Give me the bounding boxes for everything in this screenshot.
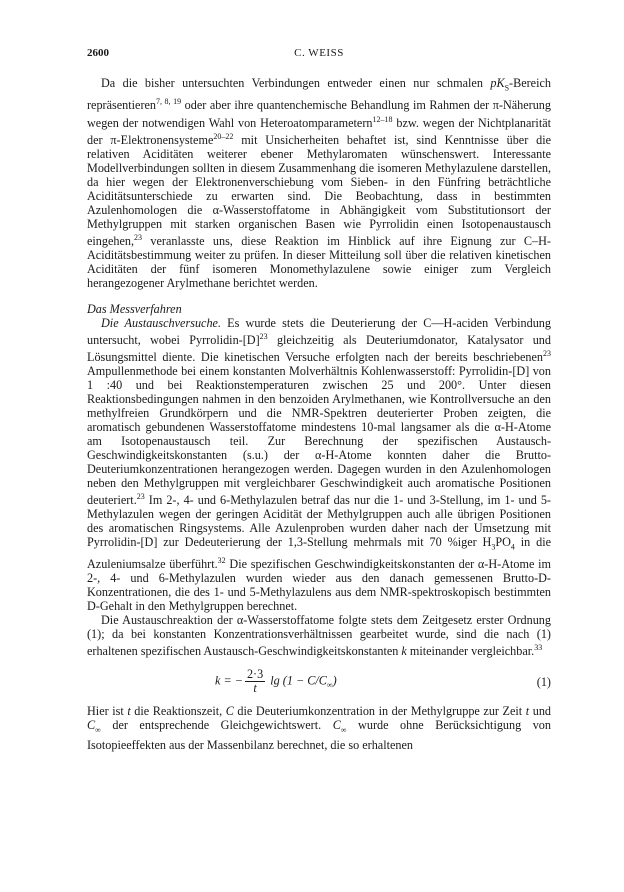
equation-1 [87, 662, 551, 702]
citation: 12–18 [372, 114, 393, 124]
citation: 23 [134, 232, 143, 242]
definitions-paragraph: Hier ist t die Reaktionszeit, C die Deuteriumkonzentration in der Methylgruppe zur Zeit t und $C_\infty$ der entsprechende Gleichgewichtswert. $C_\infty$ wurde ohne Berücksichtigung von Isotopieeffekten aus der Massenbilanz berechnet, die so erhaltenen [87, 704, 552, 752]
methods-paragraph: Die Austauschversuche. Es wurde stets die Deuterierung der C—H-aciden Verbindung untersucht, wobei Pyrrolidin-$[D]^{23}$ gleichzeitig als Deuteriumdonator, Katalysator und Lösungsmittel diente. Die kinetischen Versuche erfolgten nach der bereits beschriebenen$^{23}$ Ampullenmethode bei einem konstanten Molverhältnis Kohlenwasserstoff: Pyrrolidin-[D] von 1 :40 und bei Reaktionstemperaturen zwischen 25 und 200°. Unter diesen Reaktionsbedingungen nahmen in den benzoiden Arylmethanen, wie Kontrollversuche an den methylfreien Grundkörpern und die NMR-Spektren deuterierter Proben zeigten, die aromatisch gebundenen Wasserstoffatome mindestens 10-mal langsamer als die α-H-Atome am Isotopenaustausch teil. Zur Berechnung der spezifischen Austausch-Geschwindigkeitskonstanten (s.u.) der α-H-Atome konnten daher die Brutto-Deuteriumkonzentrationen herangezogen werden. Dagegen wurden in den Azulenhomologen neben den Methylgruppen mit vergleichbarer Geschwindigkeit auch aromatische Positionen deuteriert.$^{23}$ Im 2-, 4- und 6-Methylazulen betraf das nur die 1- und 3-Stellung, im 1- und 5-Methylazulen wegen der geringen Acidität der Methylgruppen auch alle übrigen Positionen des aromatischen Ringsystems. Alle Azulenproben wurden daher nach der Umsetzung mit Pyrrolidin-[D] zur Dedeuterierung der 1,3-Stellung mehrmals mit 70 %iger $H_3PO_4$ in die Azuleniumsalze überführt.$^{32}$ Die spezifischen Geschwindigkeitskonstanten der α-H-Atome im 2-, 4- und 6-Methylazulen wurden wieder aus den danach gemessenen Brutto-D-Konzentrationen, die des 1- und 5-Methylazulens aus dem NMR-spektroskopisch bestimmten D-Gehalt in den Methylgruppen berechnet. [87, 315, 551, 614]
citation: 23 [543, 348, 551, 358]
page-header [87, 46, 551, 64]
citation: 7, 8, 19 [156, 97, 182, 107]
journal-page [87, 46, 551, 752]
section-heading: Das Messverfahren [87, 301, 182, 316]
running-author: C. WEISS [294, 47, 344, 59]
page-number: 2600 [87, 47, 109, 59]
equation-fraction: $\frac{2\cdot 3}{t}$ [246, 667, 264, 696]
citation: 23 [136, 491, 145, 501]
citation: 32 [217, 556, 226, 566]
equation-number: (1) [536, 675, 551, 690]
subsection-heading: Die Austauschversuche. [101, 315, 221, 330]
citation: 20–22 [213, 131, 234, 141]
citation: 23 [259, 331, 268, 341]
intro-paragraph: Da die bisher untersuchten Verbindungen entweder einen nur schmalen $pK_S$-Bereich repräsentieren$^{7, 8, 19}$ oder aber ihre quantenchemische Behandlung im Rahmen der π-Näherung wegen der notwendigen Wahl von Heteroatomparametern$^{12-18}$ bzw. wegen der Nichtplanarität der π-Elektronensysteme$^{20-22}$ mit Unsicherheiten behaftet ist, sind Kenntnisse über die relativen Aciditäten weiterer ebener Methylaromaten wünschenswert. Interessante Modellverbindungen sollten in diesem Zusammenhang die isomeren Methylazulene darstellen, da hier wegen der Elektronenverschiebung vom Sieben- in den Fünfring beträchtliche Aciditätsunterschiede zu erwarten sind. Die Beobachtung, dass in bestimmten Azulenhomologen die α-Wasserstoffatome in Abhängigkeit vom Substitutionsort der Methylgruppen mit starken organischen Basen wie Pyrrolidin einen Isotopenaustausch eingehen,$^{23}$ veranlasste uns, diese Reaktion im Hinblick auf ihre Eignung zur C–H-Aciditätsbestimmung weiter zu prüfen. In dieser Mitteilung soll über die relativen kinetischen Aciditäten der fünf isomeren Monomethylazulene sowie einiger zum Vergleich herangezogener Arylmethane berichtet werden. [87, 76, 552, 290]
citation: 33 [534, 643, 543, 653]
rate-law-paragraph: Die Austauschreaktion der α-Wasserstoffatome folgte stets dem Zeitgesetz erster Ordnung (1); da bei konstanten Konzentrationsverhältnissen gearbeitet wurde, sind die nach (1) erhaltenen spezifischen Austausch-Geschwindigkeitskonstanten k miteinander vergleichbar.$^{33}$ [87, 613, 551, 659]
equation-body: k = − $\frac{2\cdot 3}{t}$ $\lg (1 - C/C_\infty)$ [215, 667, 337, 696]
